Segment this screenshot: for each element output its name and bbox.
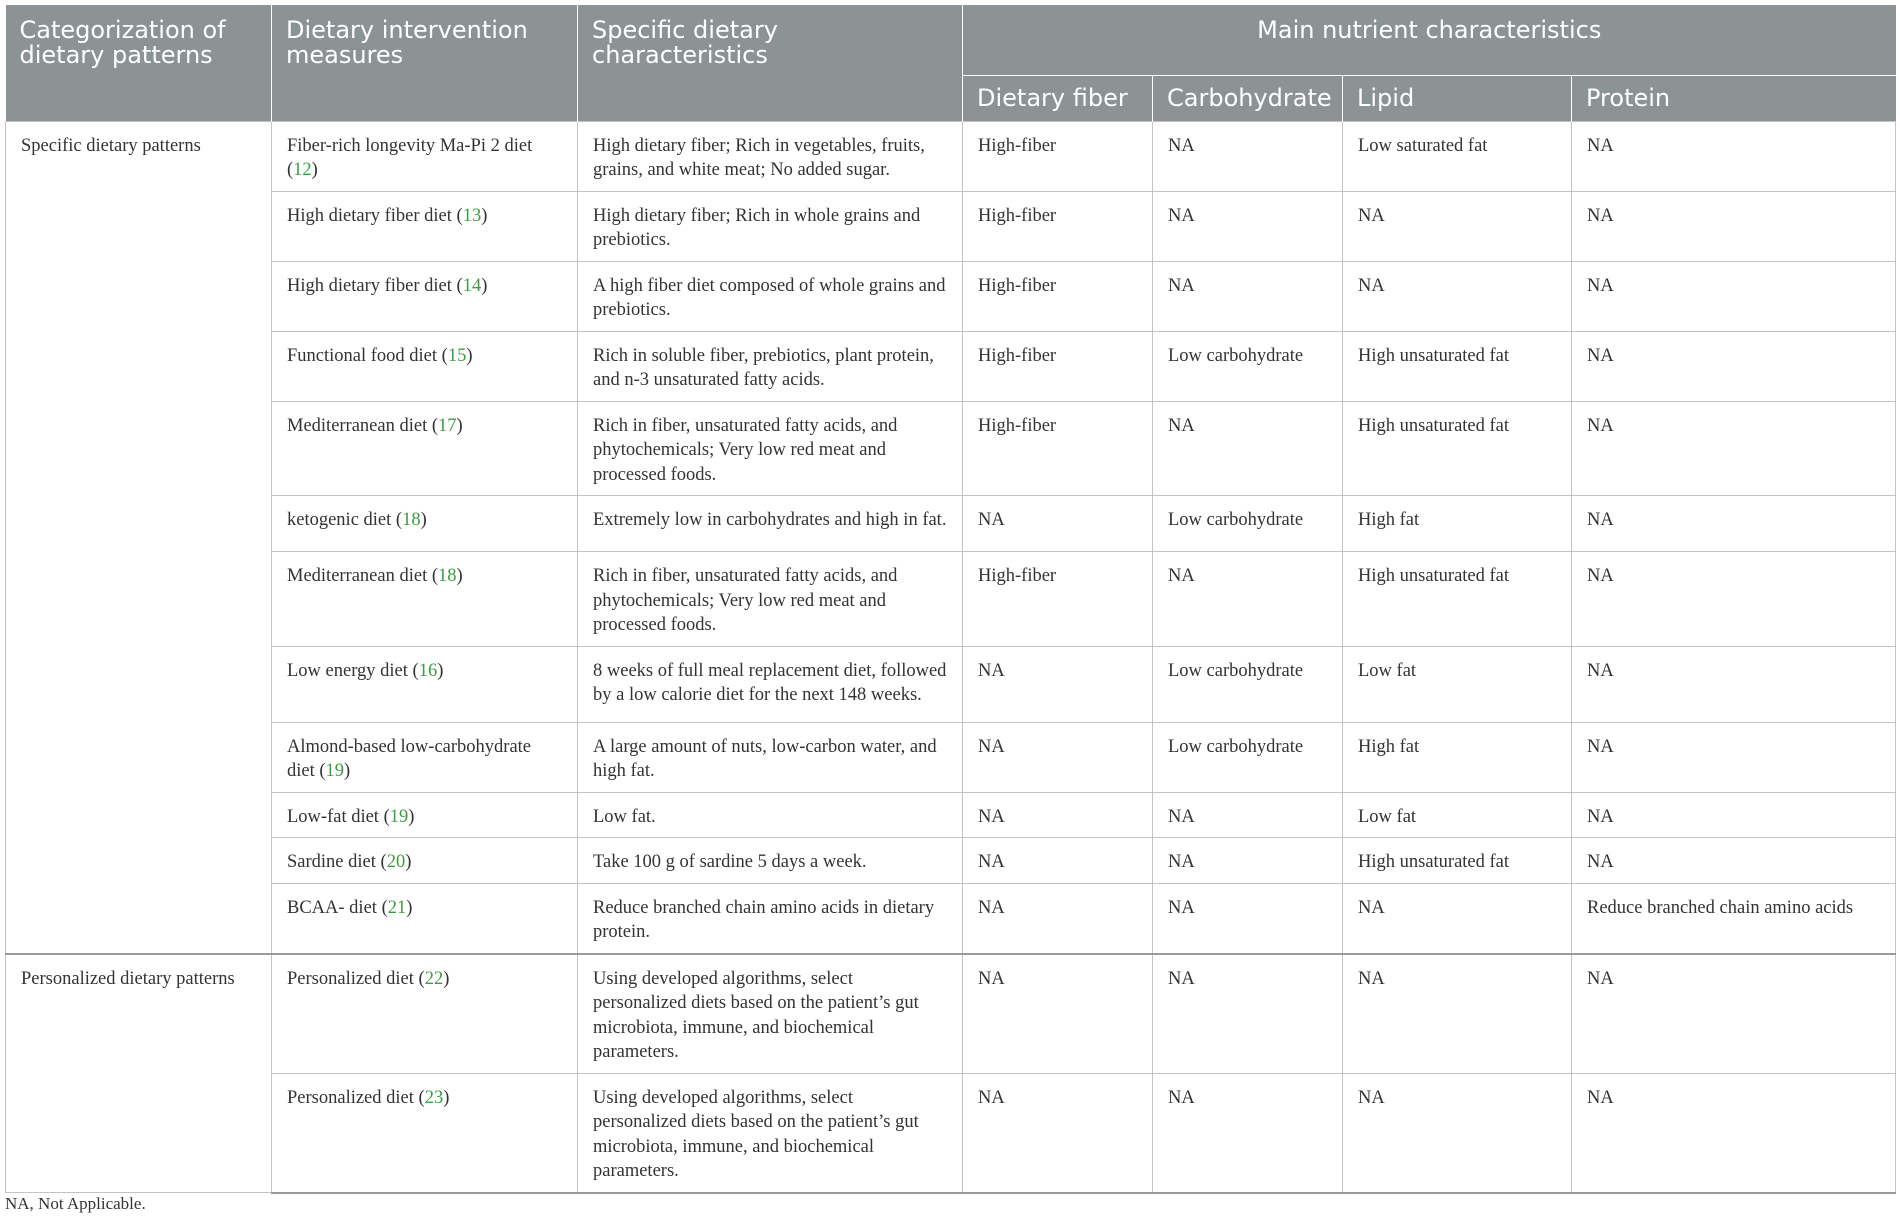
table-header [6,5,1896,121]
fiber-cell: High-fiber [963,191,1153,261]
protein-cell: NA [1572,792,1896,838]
protein-cell: NA [1572,552,1896,647]
diet-name: Mediterranean diet [287,415,428,436]
protein-cell: NA [1572,722,1896,792]
table-row [6,954,1896,1074]
carbohydrate-cell: Low carbohydrate [1153,646,1343,722]
characteristics-cell: 8 weeks of full meal replacement diet, followed by a low calorie diet for the next 148 weeks. [578,646,963,722]
intervention-cell: BCAA- diet (21) [272,883,578,954]
lipid-cell: Low saturated fat [1343,121,1572,191]
carbohydrate-cell: Low carbohydrate [1153,496,1343,552]
characteristics-cell: High dietary fiber; Rich in vegetables, fruits, grains, and white meat; No added sugar. [578,121,963,191]
reference-link[interactable]: 15 [447,345,467,366]
diet-name: High dietary fiber diet [287,275,452,296]
diet-name: Mediterranean diet [287,566,428,586]
table-row [6,722,1896,792]
reference-link[interactable]: 23 [424,1087,444,1108]
table-row [6,331,1896,401]
fiber-cell: High-fiber [963,261,1153,331]
diet-name: Sardine diet [287,852,376,872]
protein-cell: NA [1572,331,1896,401]
lipid-cell: NA [1343,954,1572,1074]
reference-link[interactable]: 18 [402,510,421,530]
reference-link[interactable]: 22 [424,968,444,989]
carbohydrate-cell: NA [1153,261,1343,331]
diet-name: BCAA- diet [287,897,377,918]
table-container [5,5,1895,1194]
reference-link[interactable]: 14 [462,275,482,296]
footnote: NA, Not Applicable. [5,1194,146,1213]
lipid-cell: High unsaturated fat [1343,838,1572,884]
lipid-cell: High unsaturated fat [1343,401,1572,496]
intervention-cell: Personalized diet (22) [272,954,578,1074]
fiber-cell: NA [963,792,1153,838]
lipid-cell: High unsaturated fat [1343,331,1572,401]
reference-link[interactable]: 13 [462,205,482,226]
table-row [6,838,1896,884]
diet-name: High dietary fiber diet [287,205,452,226]
carbohydrate-cell: NA [1153,121,1343,191]
header-nutrient-group: Main nutrient characteristics [963,5,1896,75]
protein-cell: Reduce branched chain amino acids [1572,883,1896,954]
table-row [6,191,1896,261]
protein-cell: NA [1572,261,1896,331]
diet-name: Low-fat diet [287,806,379,827]
reference-link[interactable]: 19 [389,806,409,827]
reference-link[interactable]: 18 [438,566,457,586]
lipid-cell: NA [1343,261,1572,331]
carbohydrate-cell: NA [1153,954,1343,1074]
intervention-cell: Low energy diet (16) [272,646,578,722]
table-row [6,1073,1896,1193]
carbohydrate-cell: NA [1153,792,1343,838]
table-row [6,261,1896,331]
fiber-cell: NA [963,954,1153,1074]
carbohydrate-cell: NA [1153,838,1343,884]
carbohydrate-cell: NA [1153,552,1343,647]
characteristics-cell: Using developed algorithms, select personalized diets based on the patient’s gut microbiota, immune, and biochemical parameters. [578,1073,963,1193]
header-characteristics: Specific dietary characteristics [578,5,963,121]
lipid-cell: High fat [1343,496,1572,552]
fiber-cell: NA [963,838,1153,884]
category-cell: Personalized dietary patterns [6,954,272,1193]
reference-link[interactable]: 12 [293,160,312,180]
intervention-cell: High dietary fiber diet (14) [272,261,578,331]
header-intervention: Dietary intervention measures [272,5,578,121]
characteristics-cell: Take 100 g of sardine 5 days a week. [578,838,963,884]
reference-link[interactable]: 21 [387,897,407,918]
lipid-cell: Low fat [1343,792,1572,838]
lipid-cell: Low fat [1343,646,1572,722]
protein-cell: NA [1572,191,1896,261]
diet-name: Low energy diet [287,660,408,681]
diet-name: Personalized diet [287,968,414,989]
carbohydrate-cell: NA [1153,883,1343,954]
intervention-cell: Mediterranean diet (17) [272,401,578,496]
carbohydrate-cell: NA [1153,401,1343,496]
table-row [6,496,1896,552]
fiber-cell: NA [963,722,1153,792]
table-row [6,401,1896,496]
protein-cell: NA [1572,1073,1896,1193]
table-row [6,121,1896,191]
header-categorization: Categorization of dietary patterns [6,5,272,121]
intervention-cell: Functional food diet (15) [272,331,578,401]
intervention-cell: Almond-based low-carbohydrate diet (19) [272,722,578,792]
carbohydrate-cell: Low carbohydrate [1153,331,1343,401]
fiber-cell: NA [963,496,1153,552]
intervention-cell: ketogenic diet (18) [272,496,578,552]
fiber-cell: High-fiber [963,121,1153,191]
characteristics-cell: Rich in fiber, unsaturated fatty acids, and phytochemicals; Very low red meat and processed foods. [578,401,963,496]
lipid-cell: High unsaturated fat [1343,552,1572,647]
reference-link[interactable]: 17 [438,415,457,436]
diet-name: Fiber-rich longevity Ma-Pi 2 diet [287,135,533,156]
table-row [6,552,1896,647]
fiber-cell: High-fiber [963,331,1153,401]
intervention-cell: High dietary fiber diet (13) [272,191,578,261]
characteristics-cell: Rich in soluble fiber, prebiotics, plant protein, and n-3 unsaturated fatty acids. [578,331,963,401]
table-body [6,121,1896,1193]
fiber-cell: NA [963,646,1153,722]
intervention-cell: Low-fat diet (19) [272,792,578,838]
characteristics-cell: Reduce branched chain amino acids in dietary protein. [578,883,963,954]
table-row [6,646,1896,722]
protein-cell: NA [1572,838,1896,884]
intervention-cell: Personalized diet (23) [272,1073,578,1193]
carbohydrate-cell: NA [1153,1073,1343,1193]
header-lipid: Lipid [1343,75,1572,121]
lipid-cell: NA [1343,883,1572,954]
reference-link[interactable]: 20 [386,852,406,872]
characteristics-cell: Extremely low in carbohydrates and high in fat. [578,496,963,552]
lipid-cell: NA [1343,191,1572,261]
protein-cell: NA [1572,954,1896,1074]
diet-name: ketogenic diet [287,510,392,530]
intervention-cell: Fiber-rich longevity Ma-Pi 2 diet (12) [272,121,578,191]
fiber-cell: NA [963,1073,1153,1193]
protein-cell: NA [1572,401,1896,496]
reference-link[interactable]: 19 [325,761,345,781]
category-cell: Specific dietary patterns [6,121,272,954]
fiber-cell: NA [963,883,1153,954]
fiber-cell: High-fiber [963,401,1153,496]
protein-cell: NA [1572,496,1896,552]
diet-name: Almond-based low-carbohydrate diet [287,736,532,781]
intervention-cell: Sardine diet (20) [272,838,578,884]
table-row [6,792,1896,838]
protein-cell: NA [1572,121,1896,191]
carbohydrate-cell: NA [1153,191,1343,261]
fiber-cell: High-fiber [963,552,1153,647]
lipid-cell: NA [1343,1073,1572,1193]
header-fiber: Dietary fiber [963,75,1153,121]
header-protein: Protein [1572,75,1896,121]
characteristics-cell: High dietary fiber; Rich in whole grains and prebiotics. [578,191,963,261]
characteristics-cell: A large amount of nuts, low-carbon water, and high fat. [578,722,963,792]
characteristics-cell: Rich in fiber, unsaturated fatty acids, and phytochemicals; Very low red meat and processed foods. [578,552,963,647]
dietary-patterns-table [5,5,1896,1194]
lipid-cell: High fat [1343,722,1572,792]
header-carbohydrate: Carbohydrate [1153,75,1343,121]
reference-link[interactable]: 16 [418,660,438,681]
intervention-cell: Mediterranean diet (18) [272,552,578,647]
characteristics-cell: A high fiber diet composed of whole grains and prebiotics. [578,261,963,331]
carbohydrate-cell: Low carbohydrate [1153,722,1343,792]
diet-name: Personalized diet [287,1087,414,1108]
characteristics-cell: Low fat. [578,792,963,838]
table-row [6,883,1896,954]
characteristics-cell: Using developed algorithms, select personalized diets based on the patient’s gut microbiota, immune, and biochemical parameters. [578,954,963,1074]
protein-cell: NA [1572,646,1896,722]
diet-name: Functional food diet [287,345,438,366]
